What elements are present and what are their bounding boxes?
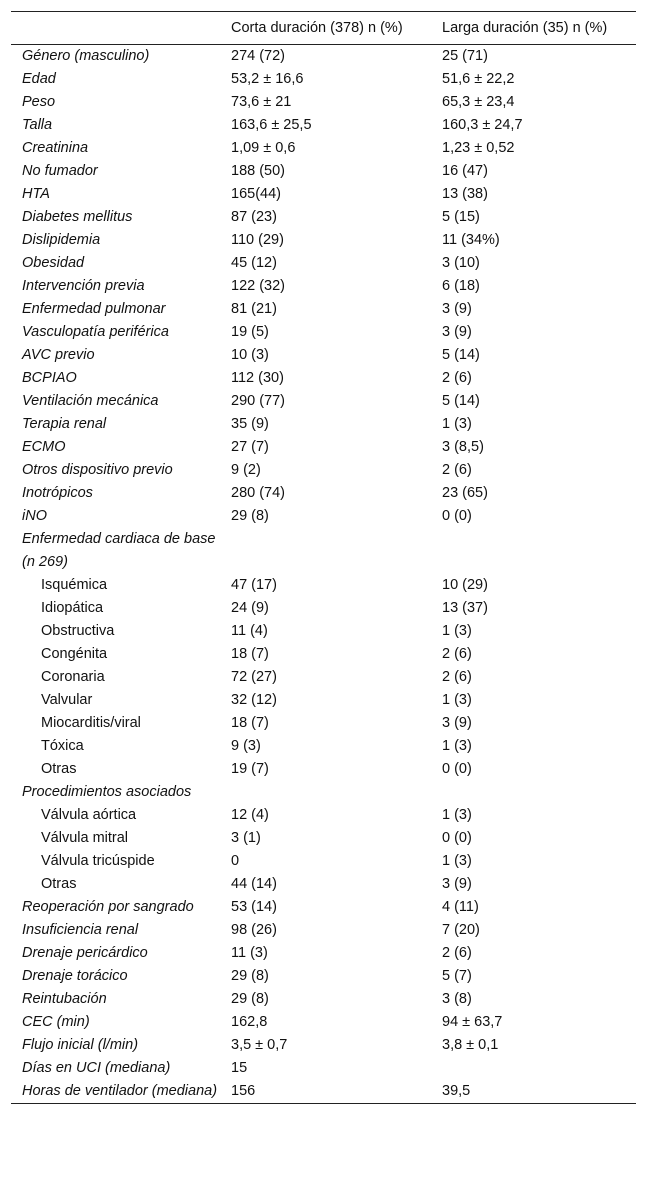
long-duration-value: 1 (3)	[442, 416, 472, 432]
long-duration-value	[431, 528, 636, 574]
short-duration-value: 32 (12)	[231, 692, 277, 708]
row-label: Talla	[22, 117, 53, 133]
row-label: Edad	[22, 71, 56, 87]
long-duration-value: 3 (10)	[442, 255, 480, 271]
long-duration-value: 39,5	[442, 1083, 471, 1099]
row-label: Género (masculino)	[22, 48, 150, 64]
short-duration-value: 81 (21)	[231, 301, 277, 317]
long-duration-value: 3 (9)	[442, 876, 472, 892]
long-duration-value: 3 (9)	[442, 715, 472, 731]
table-row	[11, 735, 636, 758]
row-label: Otros dispositivo previo	[22, 462, 173, 478]
header-empty-cell	[11, 12, 220, 45]
short-duration-value: 47 (17)	[231, 577, 277, 593]
table-row	[11, 666, 636, 689]
table-row	[11, 712, 636, 735]
table-row	[11, 850, 636, 873]
table-row	[11, 505, 636, 528]
short-duration-value: 290 (77)	[231, 393, 286, 409]
row-label: Idiopática	[41, 600, 104, 616]
short-duration-value: 87 (23)	[231, 209, 277, 225]
long-duration-value: 94 ± 63,7	[442, 1014, 503, 1030]
long-duration-value: 5 (15)	[442, 209, 480, 225]
row-label: ECMO	[22, 439, 66, 455]
short-duration-value: 98 (26)	[231, 922, 277, 938]
table-row	[11, 390, 636, 413]
long-duration-value	[431, 1057, 636, 1080]
short-duration-value: 112 (30)	[231, 370, 284, 386]
row-label: Enfermedad pulmonar	[22, 301, 166, 317]
table-row	[11, 620, 636, 643]
row-label: Obstructiva	[41, 623, 115, 639]
long-duration-value: 5 (14)	[442, 347, 480, 363]
table-row	[11, 321, 636, 344]
table-header	[11, 12, 636, 45]
row-label: AVC previo	[22, 347, 95, 363]
short-duration-value: 45 (12)	[231, 255, 277, 271]
long-duration-value: 1 (3)	[442, 807, 472, 823]
row-label: Ventilación mecánica	[22, 393, 159, 409]
table-row	[11, 689, 636, 712]
table-body	[11, 45, 636, 1104]
short-duration-value: 12 (4)	[231, 807, 269, 823]
table-row	[11, 229, 636, 252]
short-duration-value: 9 (3)	[231, 738, 261, 754]
table-row	[11, 758, 636, 781]
table-row	[11, 1011, 636, 1034]
row-label: Intervención previa	[22, 278, 145, 294]
table-row	[11, 482, 636, 505]
short-duration-value: 35 (9)	[231, 416, 269, 432]
row-label: Terapia renal	[22, 416, 107, 432]
long-duration-value: 1 (3)	[442, 738, 472, 754]
long-duration-value: 1,23 ± 0,52	[442, 140, 515, 156]
table-row	[11, 298, 636, 321]
table-row	[11, 528, 636, 574]
long-duration-value: 0 (0)	[442, 761, 472, 777]
table-row	[11, 459, 636, 482]
short-duration-value: 15	[231, 1060, 248, 1076]
row-label: Diabetes mellitus	[22, 209, 133, 225]
short-duration-value: 162,8	[231, 1014, 268, 1030]
short-duration-value: 188 (50)	[231, 163, 286, 179]
table-row	[11, 367, 636, 390]
row-label: Dislipidemia	[22, 232, 101, 248]
short-duration-value: 53,2 ± 16,6	[231, 71, 304, 87]
short-duration-value: 280 (74)	[231, 485, 286, 501]
header-row	[11, 12, 636, 45]
table-row	[11, 114, 636, 137]
long-duration-value: 65,3 ± 23,4	[442, 94, 515, 110]
long-duration-value: 2 (6)	[442, 646, 472, 662]
short-duration-value: 19 (5)	[231, 324, 269, 340]
long-duration-value: 2 (6)	[442, 370, 472, 386]
short-duration-value: 156	[231, 1083, 256, 1099]
table-row	[11, 873, 636, 896]
table-row	[11, 988, 636, 1011]
table-row	[11, 597, 636, 620]
long-duration-value: 7 (20)	[442, 922, 480, 938]
short-duration-value: 29 (8)	[231, 968, 269, 984]
row-label: Válvula aórtica	[41, 807, 137, 823]
table-row	[11, 919, 636, 942]
table-row	[11, 804, 636, 827]
row-label: Insuficiencia renal	[22, 922, 139, 938]
row-label: Miocarditis/viral	[41, 715, 141, 731]
row-label: Válvula mitral	[41, 830, 129, 846]
short-duration-value: 29 (8)	[231, 508, 269, 524]
table-row	[11, 91, 636, 114]
row-label: Vasculopatía periférica	[22, 324, 169, 340]
long-duration-value: 3,8 ± 0,1	[442, 1037, 499, 1053]
table-row	[11, 344, 636, 367]
long-duration-value: 2 (6)	[442, 945, 472, 961]
long-duration-value: 3 (8,5)	[442, 439, 484, 455]
table-row	[11, 942, 636, 965]
short-duration-value: 27 (7)	[231, 439, 269, 455]
row-label: Peso	[22, 94, 56, 110]
row-label: No fumador	[22, 163, 98, 179]
row-label: Obesidad	[22, 255, 85, 271]
long-duration-value: 3 (9)	[442, 324, 472, 340]
short-duration-value: 9 (2)	[231, 462, 261, 478]
long-duration-value: 1 (3)	[442, 853, 472, 869]
short-duration-value: 73,6 ± 21	[231, 94, 292, 110]
long-duration-value: 4 (11)	[442, 899, 479, 915]
short-duration-value: 11 (3)	[231, 945, 268, 961]
short-duration-value: 18 (7)	[231, 715, 269, 731]
row-label: Horas de ventilador (mediana)	[22, 1083, 218, 1099]
row-label: iNO	[22, 508, 47, 524]
short-duration-value: 44 (14)	[231, 876, 277, 892]
table-row	[11, 1057, 636, 1080]
row-label: Creatinina	[22, 140, 89, 156]
row-label: Drenaje pericárdico	[22, 945, 148, 961]
long-duration-value	[431, 781, 636, 804]
row-label: Otras	[41, 876, 77, 892]
table-row	[11, 1080, 636, 1104]
table-row	[11, 896, 636, 919]
short-duration-value: 3,5 ± 0,7	[231, 1037, 288, 1053]
short-duration-value: 24 (9)	[231, 600, 269, 616]
row-label: Válvula tricúspide	[41, 853, 155, 869]
long-duration-value: 2 (6)	[442, 462, 472, 478]
table-row	[11, 574, 636, 597]
table-row	[11, 827, 636, 850]
long-duration-value: 5 (14)	[442, 393, 480, 409]
long-duration-value: 2 (6)	[442, 669, 472, 685]
short-duration-value: 0	[231, 853, 240, 869]
long-duration-value: 13 (38)	[442, 186, 488, 202]
long-duration-value: 3 (8)	[442, 991, 472, 1007]
row-label: Días en UCI (mediana)	[22, 1060, 171, 1076]
long-duration-value: 3 (9)	[442, 301, 472, 317]
long-duration-value: 25 (71)	[442, 48, 488, 64]
row-label: Flujo inicial (l/min)	[22, 1037, 139, 1053]
patient-characteristics-table	[11, 11, 636, 1104]
long-duration-value: 160,3 ± 24,7	[442, 117, 523, 133]
long-duration-value: 0 (0)	[442, 508, 472, 524]
table-row	[11, 1034, 636, 1057]
table-row	[11, 137, 636, 160]
row-label: Procedimientos asociados	[22, 784, 192, 800]
short-duration-value: 19 (7)	[231, 761, 269, 777]
long-duration-value: 10 (29)	[442, 577, 488, 593]
long-duration-value: 13 (37)	[442, 600, 488, 616]
table-row	[11, 965, 636, 988]
table-row	[11, 183, 636, 206]
long-duration-value: 51,6 ± 22,2	[442, 71, 515, 87]
row-label: Congénita	[41, 646, 108, 662]
long-duration-value: 16 (47)	[442, 163, 488, 179]
table-row	[11, 275, 636, 298]
long-duration-value: 0 (0)	[442, 830, 472, 846]
table-row	[11, 781, 636, 804]
row-label: BCPIAO	[22, 370, 77, 386]
short-duration-value: 11 (4)	[231, 623, 268, 639]
short-duration-value: 110 (29)	[231, 232, 284, 248]
table-row	[11, 68, 636, 91]
short-duration-value: 165(44)	[231, 186, 281, 202]
row-label: Isquémica	[41, 577, 108, 593]
row-label: Enfermedad cardiaca de base (n 269)	[22, 531, 216, 570]
table-row	[11, 160, 636, 183]
row-label: Valvular	[41, 692, 93, 708]
short-duration-value: 10 (3)	[231, 347, 269, 363]
short-duration-value: 18 (7)	[231, 646, 269, 662]
short-duration-value: 1,09 ± 0,6	[231, 140, 296, 156]
header-short-duration: Corta duración (378) n (%)	[231, 20, 403, 36]
row-label: Reintubación	[22, 991, 107, 1007]
table-row	[11, 643, 636, 666]
header-long-duration: Larga duración (35) n (%)	[442, 20, 608, 36]
short-duration-value: 274 (72)	[231, 48, 286, 64]
row-label: CEC (min)	[22, 1014, 90, 1030]
short-duration-value	[220, 781, 431, 804]
row-label: Otras	[41, 761, 77, 777]
long-duration-value: 6 (18)	[442, 278, 480, 294]
row-label: Reoperación por sangrado	[22, 899, 194, 915]
long-duration-value: 1 (3)	[442, 692, 472, 708]
short-duration-value	[220, 528, 431, 574]
short-duration-value: 53 (14)	[231, 899, 277, 915]
row-label: Coronaria	[41, 669, 105, 685]
short-duration-value: 163,6 ± 25,5	[231, 117, 312, 133]
row-label: Drenaje torácico	[22, 968, 128, 984]
long-duration-value: 11 (34%)	[442, 232, 500, 248]
row-label: HTA	[22, 186, 50, 202]
long-duration-value: 5 (7)	[442, 968, 472, 984]
table-row	[11, 206, 636, 229]
short-duration-value: 29 (8)	[231, 991, 269, 1007]
long-duration-value: 1 (3)	[442, 623, 472, 639]
long-duration-value: 23 (65)	[442, 485, 488, 501]
table-row	[11, 252, 636, 275]
short-duration-value: 122 (32)	[231, 278, 286, 294]
short-duration-value: 3 (1)	[231, 830, 261, 846]
short-duration-value: 72 (27)	[231, 669, 277, 685]
table-row	[11, 436, 636, 459]
table-row	[11, 413, 636, 436]
row-label: Inotrópicos	[22, 485, 93, 501]
table-row	[11, 45, 636, 69]
row-label: Tóxica	[41, 738, 84, 754]
